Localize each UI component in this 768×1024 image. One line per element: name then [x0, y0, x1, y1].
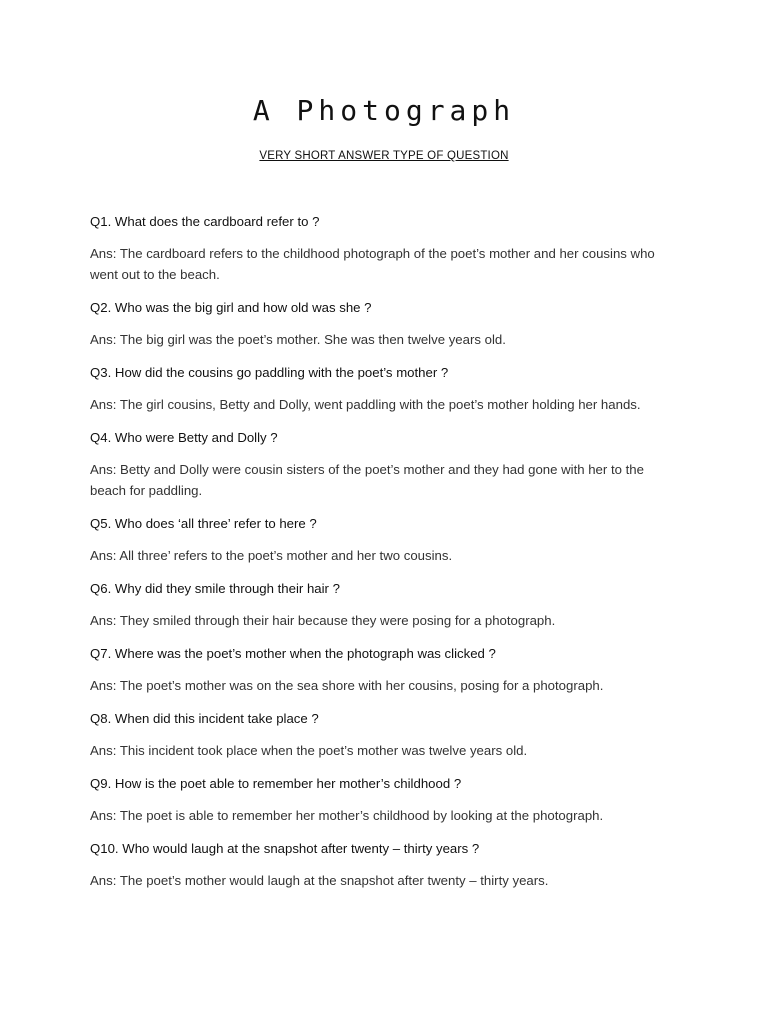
- answer-5: Ans: All three’ refers to the poet’s mother and her two cousins.: [90, 548, 453, 563]
- qa-item-8: [90, 708, 680, 761]
- question-2: Q2. Who was the big girl and how old was she ?: [90, 300, 372, 315]
- question-10: Q10. Who would laugh at the snapshot after twenty – thirty years ?: [90, 841, 480, 856]
- question-8: Q8. When did this incident take place ?: [90, 711, 319, 726]
- question-5: Q5. Who does ‘all three’ refer to here ?: [90, 516, 317, 531]
- qa-item-10: [90, 838, 680, 891]
- qa-item-7: [90, 643, 680, 696]
- qa-item-4: [90, 427, 680, 501]
- question-6: Q6. Why did they smile through their hair ?: [90, 581, 340, 596]
- answer-1: Ans: The cardboard refers to the childhood photograph of the poet’s mother and her cousins who went out to the beach.: [90, 246, 655, 282]
- qa-item-9: [90, 773, 680, 826]
- qa-item-6: [90, 578, 680, 631]
- question-answer-list: [90, 211, 680, 903]
- answer-9: Ans: The poet is able to remember her mother’s childhood by looking at the photograph.: [90, 808, 604, 823]
- answer-6: Ans: They smiled through their hair because they were posing for a photograph.: [90, 613, 556, 628]
- qa-item-3: [90, 362, 680, 415]
- qa-item-5: [90, 513, 680, 566]
- answer-7: Ans: The poet’s mother was on the sea shore with her cousins, posing for a photograph.: [90, 678, 604, 693]
- question-3: Q3. How did the cousins go paddling with the poet’s mother ?: [90, 365, 449, 380]
- question-4: Q4. Who were Betty and Dolly ?: [90, 430, 278, 445]
- qa-item-1: [90, 211, 680, 285]
- answer-10: Ans: The poet’s mother would laugh at the snapshot after twenty – thirty years.: [90, 873, 549, 888]
- answer-8: Ans: This incident took place when the poet’s mother was twelve years old.: [90, 743, 528, 758]
- answer-3: Ans: The girl cousins, Betty and Dolly, went paddling with the poet’s mother holding her hands.: [90, 397, 641, 412]
- document-title: A Photograph: [252, 94, 516, 127]
- answer-2: Ans: The big girl was the poet’s mother. She was then twelve years old.: [90, 332, 506, 347]
- answer-4: Ans: Betty and Dolly were cousin sisters of the poet’s mother and they had gone with her to the beach for paddling.: [90, 462, 644, 498]
- qa-item-2: [90, 297, 680, 350]
- question-1: Q1. What does the cardboard refer to ?: [90, 214, 320, 229]
- question-7: Q7. Where was the poet’s mother when the photograph was clicked ?: [90, 646, 496, 661]
- question-9: Q9. How is the poet able to remember her mother’s childhood ?: [90, 776, 462, 791]
- document-subtitle: VERY SHORT ANSWER TYPE OF QUESTION: [259, 150, 509, 162]
